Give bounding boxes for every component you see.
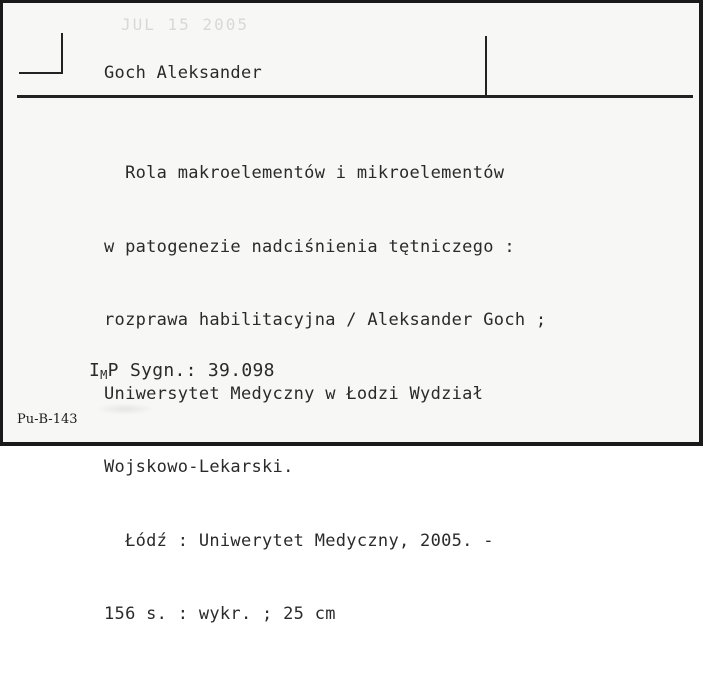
call-number-value: 39.098 [207, 360, 275, 381]
faint-date-stamp: JUL 15 2005 [121, 15, 249, 34]
call-number-prefix-m: M [100, 368, 108, 382]
description-line: Wojskowo-Lekarski. [104, 457, 294, 477]
catalog-code: Pu-B-143 [17, 412, 78, 427]
author-heading: Goch Aleksander [104, 63, 263, 83]
description-line: Uniwersytet Medyczny w Łodzi Wydział [104, 383, 484, 404]
description-line: Rola makroelementów i mikroelementów [104, 163, 505, 183]
description-line: Łódź : Uniwerytet Medyczny, 2005. - [104, 530, 494, 551]
heading-rule [17, 95, 693, 98]
call-number [89, 360, 275, 382]
description-line: 156 s. : wykr. ; 25 cm [104, 604, 336, 624]
corner-mark-vertical [61, 33, 63, 73]
bibliographic-description [104, 112, 664, 676]
ink-smudge [95, 403, 155, 415]
call-number-label: Sygn.: [129, 360, 197, 381]
description-line: rozprawa habilitacyjna / Aleksander Goch ; [104, 310, 547, 330]
call-number-prefix-i: I [89, 360, 101, 381]
corner-mark-horizontal [19, 72, 63, 74]
heading-divider-line [485, 36, 487, 96]
description-line: w patogenezie nadciśnienia tętniczego : [104, 236, 515, 257]
call-number-prefix-p: P [107, 360, 119, 381]
